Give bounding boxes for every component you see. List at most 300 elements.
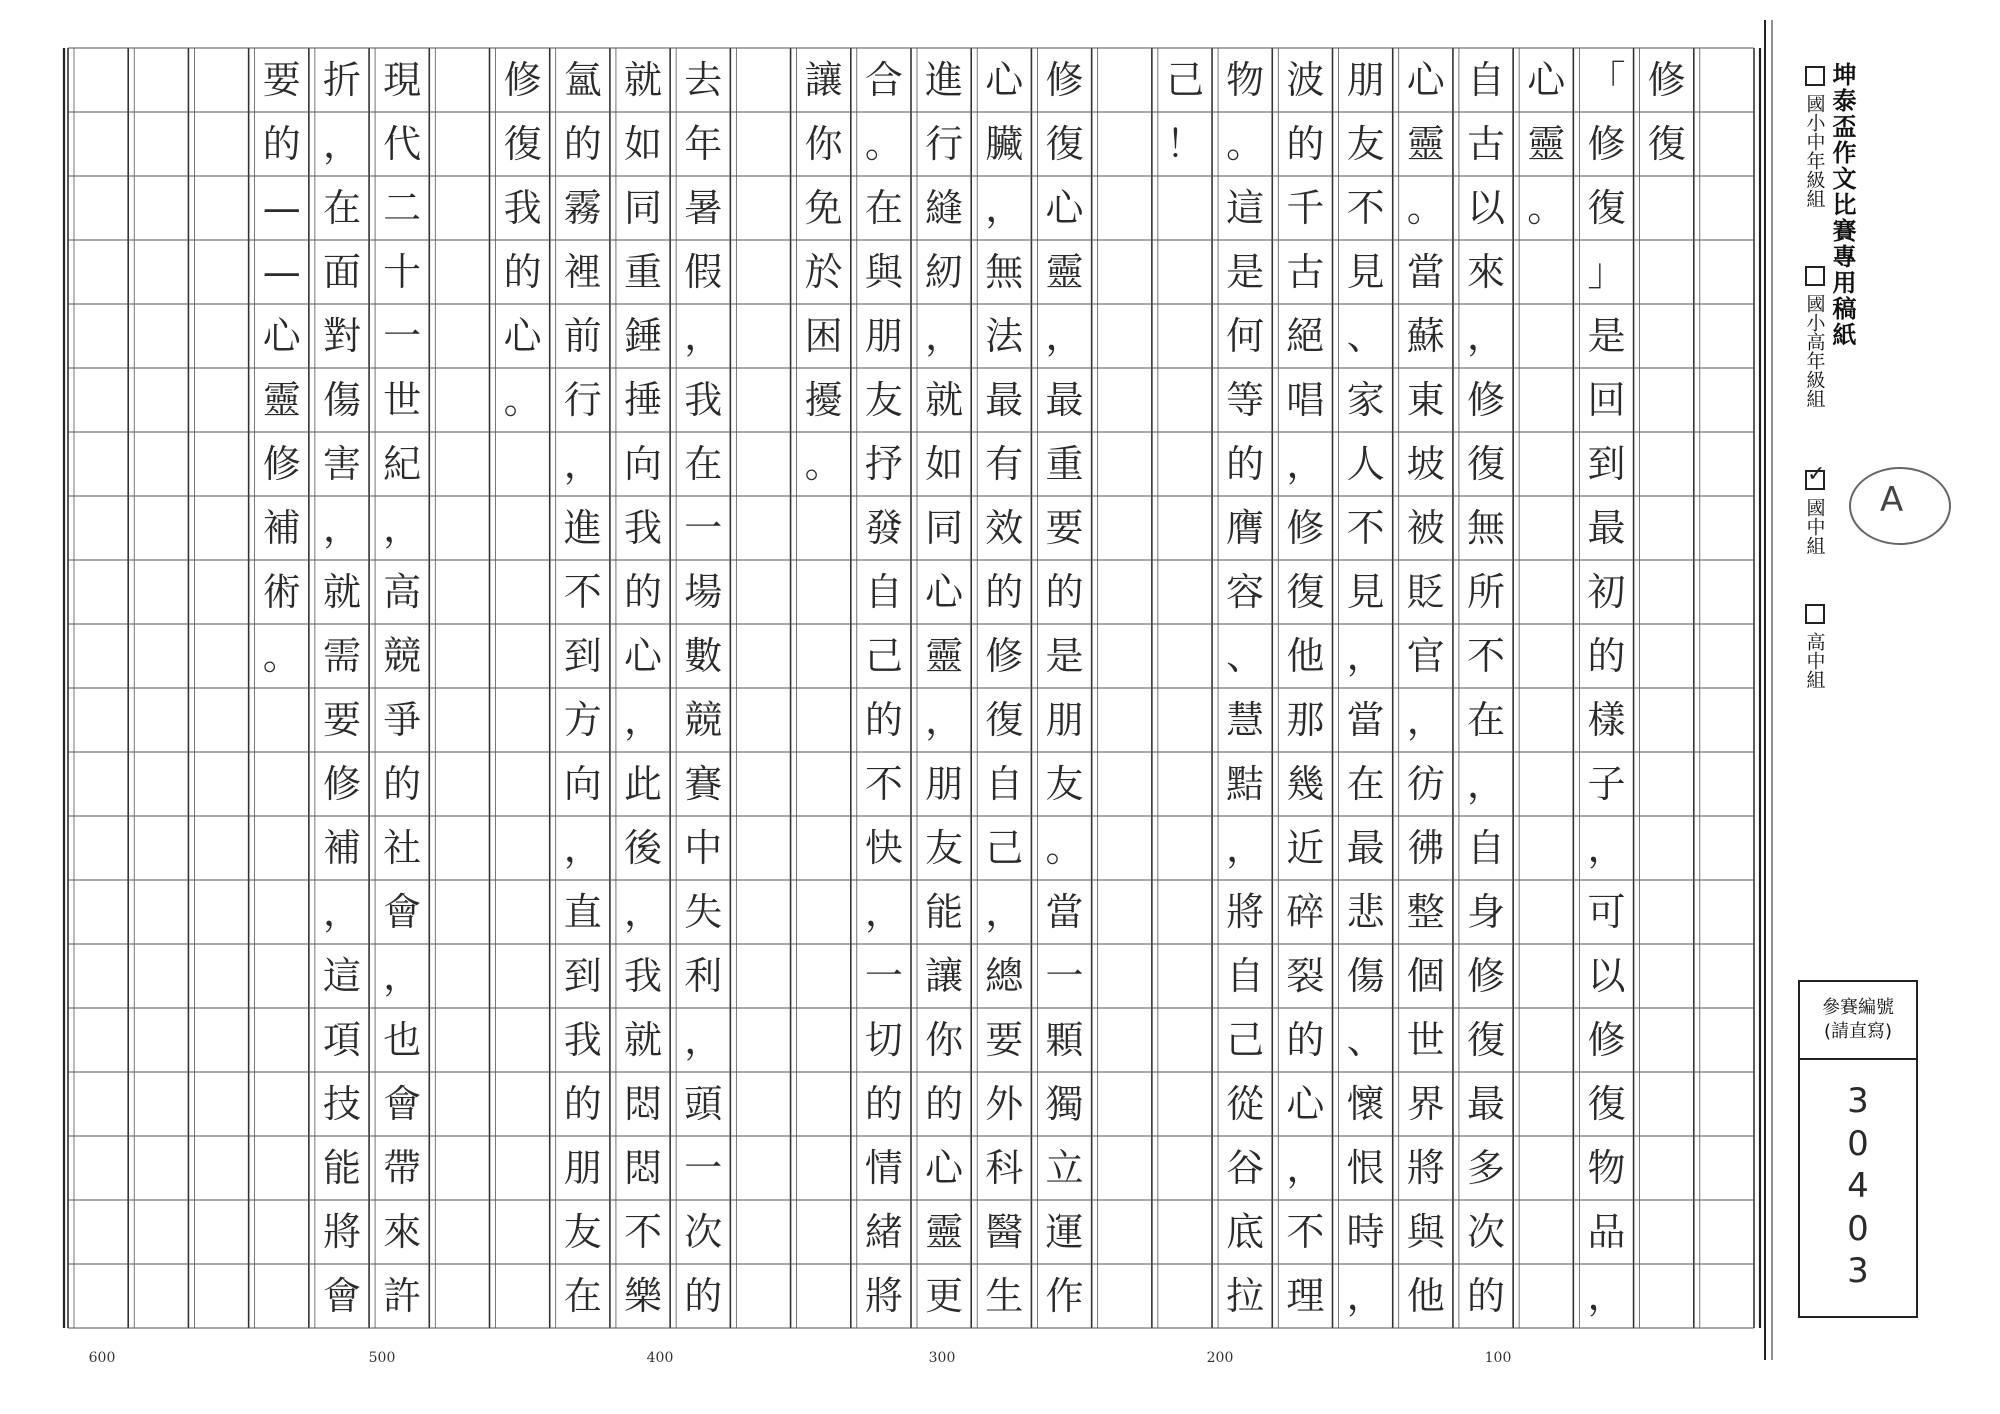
essay-column <box>71 48 131 1328</box>
grid-cell <box>493 752 553 816</box>
grid-cell: 所 <box>1467 570 1506 614</box>
grid-cell <box>191 176 251 240</box>
grid-cell: ， <box>985 890 1024 934</box>
grid-cell <box>191 240 251 304</box>
grid-cell: 的 <box>985 570 1024 614</box>
grid-cell: 多 <box>1467 1146 1506 1190</box>
entry-number-digit: 3 <box>1847 1081 1869 1121</box>
grid-cell: 要 <box>262 58 301 102</box>
grid-cell <box>1637 688 1697 752</box>
grid-cell: 能 <box>322 1146 361 1190</box>
grid-cell: 那 <box>1286 698 1325 742</box>
grid-cell: 到 <box>1587 442 1626 486</box>
grid-cell <box>131 112 191 176</box>
grid-cell: 復 <box>1467 1018 1506 1062</box>
grid-cell: 同 <box>925 506 964 550</box>
essay-column <box>1456 48 1516 1328</box>
grid-cell: 最 <box>1346 826 1385 870</box>
grid-cell <box>1637 1072 1697 1136</box>
grid-cell: 谷 <box>1226 1146 1265 1190</box>
grade-mark-text: A <box>1880 480 1904 520</box>
essay-column <box>131 48 191 1328</box>
grid-cell: 容 <box>1226 570 1265 614</box>
grid-cell: 次 <box>684 1210 723 1254</box>
grid-cell: 生 <box>985 1274 1024 1318</box>
grid-cell <box>1697 944 1757 1008</box>
grid-cell: 顆 <box>1045 1018 1084 1062</box>
grid-cell <box>1155 1008 1215 1072</box>
grid-cell <box>71 496 131 560</box>
grid-cell: 見 <box>1346 250 1385 294</box>
grid-cell <box>1095 112 1155 176</box>
grid-cell <box>1697 1072 1757 1136</box>
grid-cell: 的 <box>563 1082 602 1126</box>
grid-cell <box>131 432 191 496</box>
grid-cell: 。 <box>1527 186 1566 230</box>
grid-cell <box>1095 176 1155 240</box>
grid-cell <box>432 1136 492 1200</box>
grid-cell: 你 <box>804 122 843 166</box>
grid-cell <box>1637 944 1697 1008</box>
grid-cell: 朋 <box>1045 698 1084 742</box>
grid-cell: 千 <box>1286 186 1325 230</box>
grid-cell: 復 <box>1045 122 1084 166</box>
grid-cell: 的 <box>262 122 301 166</box>
grid-cell: 最 <box>1045 378 1084 422</box>
grid-cell <box>733 112 793 176</box>
essay-column <box>613 48 673 1328</box>
grid-cell <box>1155 1136 1215 1200</box>
grid-cell: 修 <box>1587 122 1626 166</box>
grid-cell: 。 <box>1045 826 1084 870</box>
grid-cell <box>131 240 191 304</box>
grid-cell <box>1155 560 1215 624</box>
grid-cell: 心 <box>1406 58 1445 102</box>
grid-cell: 將 <box>1226 890 1265 934</box>
essay-column <box>673 48 733 1328</box>
grid-cell: 抒 <box>864 442 903 486</box>
entry-number-box <box>1798 980 1918 1318</box>
grid-cell: 心 <box>985 58 1024 102</box>
grid-cell: 氳 <box>563 58 602 102</box>
grid-cell <box>1516 816 1576 880</box>
grid-cell <box>1155 432 1215 496</box>
entry-number-digit: 0 <box>1847 1208 1869 1249</box>
grid-cell <box>191 1072 251 1136</box>
grid-cell: 心 <box>925 570 964 614</box>
checkbox-icon[interactable] <box>1805 266 1825 286</box>
grid-cell <box>1095 816 1155 880</box>
grid-cell <box>1095 240 1155 304</box>
grid-cell <box>1697 688 1757 752</box>
grid-cell: 向 <box>563 762 602 806</box>
grid-cell: 是 <box>1226 250 1265 294</box>
grid-cell <box>733 944 793 1008</box>
essay-column <box>1095 48 1155 1328</box>
grid-cell <box>1095 1264 1155 1328</box>
grid-cell: 縫 <box>925 186 964 230</box>
grid-cell: 自 <box>864 570 903 614</box>
grid-cell: 的 <box>864 698 903 742</box>
grid-cell: ， <box>985 186 1024 230</box>
essay-column <box>1637 48 1697 1328</box>
entry-number-label: 參賽編號 <box>1822 996 1894 1018</box>
checkbox-icon[interactable] <box>1805 66 1825 86</box>
grid-cell <box>733 688 793 752</box>
grid-cell: 當 <box>1346 698 1385 742</box>
grid-cell <box>794 1072 854 1136</box>
grid-cell: 「 <box>1587 58 1626 102</box>
form-title: 坤泰盃作文比賽專用稿紙 <box>1828 62 1856 348</box>
grid-cell: 社 <box>383 826 422 870</box>
grid-cell: 古 <box>1467 122 1506 166</box>
ruler-number: 300 <box>928 1350 956 1366</box>
grid-cell: 面 <box>322 250 361 294</box>
grid-cell <box>1637 624 1697 688</box>
grid-cell <box>1155 944 1215 1008</box>
grid-cell <box>493 496 553 560</box>
grid-cell <box>191 880 251 944</box>
grid-cell: 自 <box>1226 954 1265 998</box>
grid-cell: 貶 <box>1406 570 1445 614</box>
grid-cell: 立 <box>1045 1146 1084 1190</box>
grid-cell: 人 <box>1346 442 1385 486</box>
grid-cell <box>1516 304 1576 368</box>
essay-column <box>1516 48 1576 1328</box>
grid-cell: ！ <box>1165 122 1204 166</box>
grid-cell: ， <box>925 698 964 742</box>
grid-cell: 不 <box>624 1210 663 1254</box>
grid-cell <box>71 1008 131 1072</box>
grid-cell: 無 <box>1467 506 1506 550</box>
grid-cell: 己 <box>864 634 903 678</box>
group-option-junior-high[interactable] <box>1800 470 1830 555</box>
grid-cell <box>733 240 793 304</box>
grid-cell <box>733 432 793 496</box>
grid-cell <box>432 432 492 496</box>
checkbox-icon[interactable] <box>1805 604 1825 624</box>
group-option-elementary-middle[interactable] <box>1800 66 1830 208</box>
grid-cell: 修 <box>1286 506 1325 550</box>
grid-cell: 將 <box>864 1274 903 1318</box>
grid-cell <box>131 304 191 368</box>
grid-cell: 的 <box>1587 634 1626 678</box>
grid-cell <box>733 816 793 880</box>
ruler-number: 400 <box>646 1350 674 1366</box>
grid-cell <box>191 304 251 368</box>
grid-cell: 更 <box>925 1274 964 1318</box>
grid-cell: 自 <box>1467 826 1506 870</box>
grid-cell <box>1697 1264 1757 1328</box>
grid-cell: 免 <box>804 186 843 230</box>
grid-cell: 賽 <box>684 762 723 806</box>
grid-cell: 競 <box>383 634 422 678</box>
grid-cell: ， <box>1286 1146 1325 1190</box>
grid-cell <box>131 176 191 240</box>
grid-cell <box>1697 304 1757 368</box>
entry-number-digit: 3 <box>1847 1251 1869 1291</box>
grid-cell: 蘇 <box>1406 314 1445 358</box>
essay-column <box>733 48 793 1328</box>
grid-cell: 中 <box>684 826 723 870</box>
grid-cell <box>733 176 793 240</box>
grid-cell: 修 <box>985 634 1024 678</box>
grid-cell: 物 <box>1587 1146 1626 1190</box>
grid-cell: 修 <box>1647 58 1686 102</box>
grid-cell <box>252 1264 312 1328</box>
grid-cell <box>191 1136 251 1200</box>
grid-cell: 修 <box>1045 58 1084 102</box>
grid-cell: 復 <box>1647 122 1686 166</box>
grid-cell <box>191 368 251 432</box>
grid-cell <box>794 1136 854 1200</box>
grid-cell: 失 <box>684 890 723 934</box>
grid-cell <box>1155 240 1215 304</box>
grid-cell <box>794 880 854 944</box>
grid-cell <box>1516 1264 1576 1328</box>
grid-cell: 與 <box>864 250 903 294</box>
grid-cell <box>1697 816 1757 880</box>
grid-cell <box>1095 496 1155 560</box>
grid-cell <box>1095 48 1155 112</box>
grid-cell <box>71 1200 131 1264</box>
essay-column <box>914 48 974 1328</box>
grid-cell: 的 <box>1286 122 1325 166</box>
grid-cell <box>252 1008 312 1072</box>
grid-cell: 友 <box>864 378 903 422</box>
grid-cell: 將 <box>322 1210 361 1254</box>
grid-cell <box>191 752 251 816</box>
grid-cell: 悶 <box>624 1082 663 1126</box>
grid-cell: 懷 <box>1346 1082 1385 1126</box>
group-option-elementary-upper[interactable] <box>1800 266 1830 408</box>
grid-cell: 於 <box>804 250 843 294</box>
grid-cell: 需 <box>322 634 361 678</box>
grid-cell: 子 <box>1587 762 1626 806</box>
grid-cell: 心 <box>262 314 301 358</box>
grid-cell: 進 <box>925 58 964 102</box>
grid-cell: 次 <box>1467 1210 1506 1254</box>
grid-cell <box>131 880 191 944</box>
grid-cell: 傷 <box>1346 954 1385 998</box>
grid-cell: ， <box>925 314 964 358</box>
grid-cell <box>1095 880 1155 944</box>
grid-cell: 錘 <box>624 314 663 358</box>
ruler-number: 500 <box>368 1350 396 1366</box>
grid-cell <box>1697 1136 1757 1200</box>
grid-cell: 同 <box>624 186 663 230</box>
grid-cell <box>131 1072 191 1136</box>
grid-cell: 。 <box>804 442 843 486</box>
grid-cell: ， <box>1045 314 1084 358</box>
grid-cell <box>1155 304 1215 368</box>
grid-cell <box>71 368 131 432</box>
grid-cell <box>1516 1200 1576 1264</box>
grid-cell: ， <box>322 506 361 550</box>
grid-cell: 品 <box>1587 1210 1626 1254</box>
grid-cell: 讓 <box>925 954 964 998</box>
grid-cell <box>252 1200 312 1264</box>
grid-cell: 友 <box>925 826 964 870</box>
grid-cell: 十 <box>383 250 422 294</box>
grid-cell <box>1155 688 1215 752</box>
grid-cell: 。 <box>262 634 301 678</box>
entry-number-value <box>1800 1060 1916 1293</box>
essay-column <box>493 48 553 1328</box>
grid-cell: 我 <box>624 506 663 550</box>
grid-cell: 這 <box>1226 186 1265 230</box>
grid-cell: 這 <box>322 954 361 998</box>
grid-cell <box>191 560 251 624</box>
grid-cell: 心 <box>624 634 663 678</box>
grid-cell: 向 <box>624 442 663 486</box>
grid-cell: 一 <box>383 314 422 358</box>
grid-cell <box>794 752 854 816</box>
grid-cell: 不 <box>1346 186 1385 230</box>
grid-cell: 復 <box>1587 1082 1626 1126</box>
grid-cell: 外 <box>985 1082 1024 1126</box>
grid-cell: 此 <box>624 762 663 806</box>
grid-cell <box>432 176 492 240</box>
grid-cell <box>794 816 854 880</box>
grid-cell: ， <box>1346 634 1385 678</box>
grid-cell: 我 <box>624 954 663 998</box>
grid-cell: 己 <box>985 826 1024 870</box>
grid-cell <box>1697 1008 1757 1072</box>
grid-cell <box>733 304 793 368</box>
grid-cell: 高 <box>383 570 422 614</box>
grid-cell <box>794 1008 854 1072</box>
grid-cell <box>493 1136 553 1200</box>
grid-cell: 紀 <box>383 442 422 486</box>
grid-cell <box>1637 880 1697 944</box>
grid-cell <box>432 112 492 176</box>
grid-cell: 爭 <box>383 698 422 742</box>
grid-cell: 作 <box>1045 1274 1084 1318</box>
grid-cell: 復 <box>1286 570 1325 614</box>
grid-cell <box>71 1136 131 1200</box>
grid-cell <box>71 240 131 304</box>
grid-cell <box>191 432 251 496</box>
ruler-number: 600 <box>88 1350 116 1366</box>
grid-cell: 裂 <box>1286 954 1325 998</box>
grid-cell <box>131 368 191 432</box>
grid-cell: 醫 <box>985 1210 1024 1254</box>
grid-cell: 。 <box>864 122 903 166</box>
grid-cell: 見 <box>1346 570 1385 614</box>
grid-cell: 最 <box>1587 506 1626 550</box>
grid-cell: 就 <box>925 378 964 422</box>
grid-cell <box>1637 1136 1697 1200</box>
grid-cell: 的 <box>1226 442 1265 486</box>
grid-cell <box>131 816 191 880</box>
grid-cell <box>131 1264 191 1328</box>
grid-cell: 要 <box>322 698 361 742</box>
grid-cell <box>1697 176 1757 240</box>
grid-cell <box>252 1072 312 1136</box>
grid-cell: 。 <box>1406 186 1445 230</box>
grid-cell <box>1516 1008 1576 1072</box>
grid-cell <box>191 496 251 560</box>
grid-cell: 我 <box>563 1018 602 1062</box>
grid-cell: ， <box>1346 1274 1385 1318</box>
grid-cell: 底 <box>1226 1210 1265 1254</box>
grid-cell: 運 <box>1045 1210 1084 1254</box>
grid-cell <box>493 816 553 880</box>
grid-cell: 可 <box>1587 890 1626 934</box>
grid-cell: 修 <box>322 762 361 806</box>
checked-checkbox-icon[interactable] <box>1805 470 1825 490</box>
grid-cell: ， <box>322 122 361 166</box>
grid-cell: 靈 <box>1406 122 1445 166</box>
grid-cell: 讓 <box>804 58 843 102</box>
grid-cell: ， <box>322 890 361 934</box>
grid-cell: 裡 <box>563 250 602 294</box>
entry-number-digit: 4 <box>1847 1166 1869 1206</box>
group-option-senior-high[interactable] <box>1800 604 1830 689</box>
grid-cell: 的 <box>563 122 602 166</box>
grid-cell <box>1637 304 1697 368</box>
grid-cell: 靈 <box>1527 122 1566 166</box>
grid-cell: 合 <box>864 58 903 102</box>
grid-cell <box>252 880 312 944</box>
grid-cell <box>1697 880 1757 944</box>
grid-cell: 等 <box>1226 378 1265 422</box>
grid-cell: 個 <box>1406 954 1445 998</box>
grid-cell: 行 <box>563 378 602 422</box>
grid-cell <box>432 624 492 688</box>
grid-cell: 坡 <box>1406 442 1445 486</box>
grid-cell <box>1095 432 1155 496</box>
grid-cell: 的 <box>1045 570 1084 614</box>
grid-cell: 樣 <box>1587 698 1626 742</box>
grid-cell: 你 <box>925 1018 964 1062</box>
grid-cell <box>1155 368 1215 432</box>
grid-cell: ， <box>1406 698 1445 742</box>
grid-cell: 靈 <box>1045 250 1084 294</box>
grid-cell: 友 <box>563 1210 602 1254</box>
grid-cell: 世 <box>1406 1018 1445 1062</box>
grid-cell <box>1637 816 1697 880</box>
grid-cell: ， <box>1587 826 1626 870</box>
grid-cell <box>493 880 553 944</box>
grid-cell <box>1697 496 1757 560</box>
grid-cell: 到 <box>563 634 602 678</box>
grid-cell: 假 <box>684 250 723 294</box>
grid-cell: 復 <box>1587 186 1626 230</box>
grid-cell <box>252 1136 312 1200</box>
grid-cell: 直 <box>563 890 602 934</box>
grid-cell: 以 <box>1587 954 1626 998</box>
group-label: 國小中年級組 <box>1803 94 1826 208</box>
essay-column <box>794 48 854 1328</box>
grid-cell: 慧 <box>1226 698 1265 742</box>
grid-cell: 他 <box>1286 634 1325 678</box>
grid-cell: 科 <box>985 1146 1024 1190</box>
grid-cell: 時 <box>1346 1210 1385 1254</box>
grid-cell: 樂 <box>624 1274 663 1318</box>
grid-cell: 要 <box>1045 506 1084 550</box>
grid-cell: 、 <box>1346 1018 1385 1062</box>
grid-cell: 修 <box>503 58 542 102</box>
grid-cell: 會 <box>383 890 422 934</box>
grid-cell: 回 <box>1587 378 1626 422</box>
grid-cell: ， <box>383 954 422 998</box>
grid-cell <box>71 112 131 176</box>
grid-cell <box>733 48 793 112</box>
grid-cell: 場 <box>684 570 723 614</box>
grid-cell: ， <box>864 890 903 934</box>
